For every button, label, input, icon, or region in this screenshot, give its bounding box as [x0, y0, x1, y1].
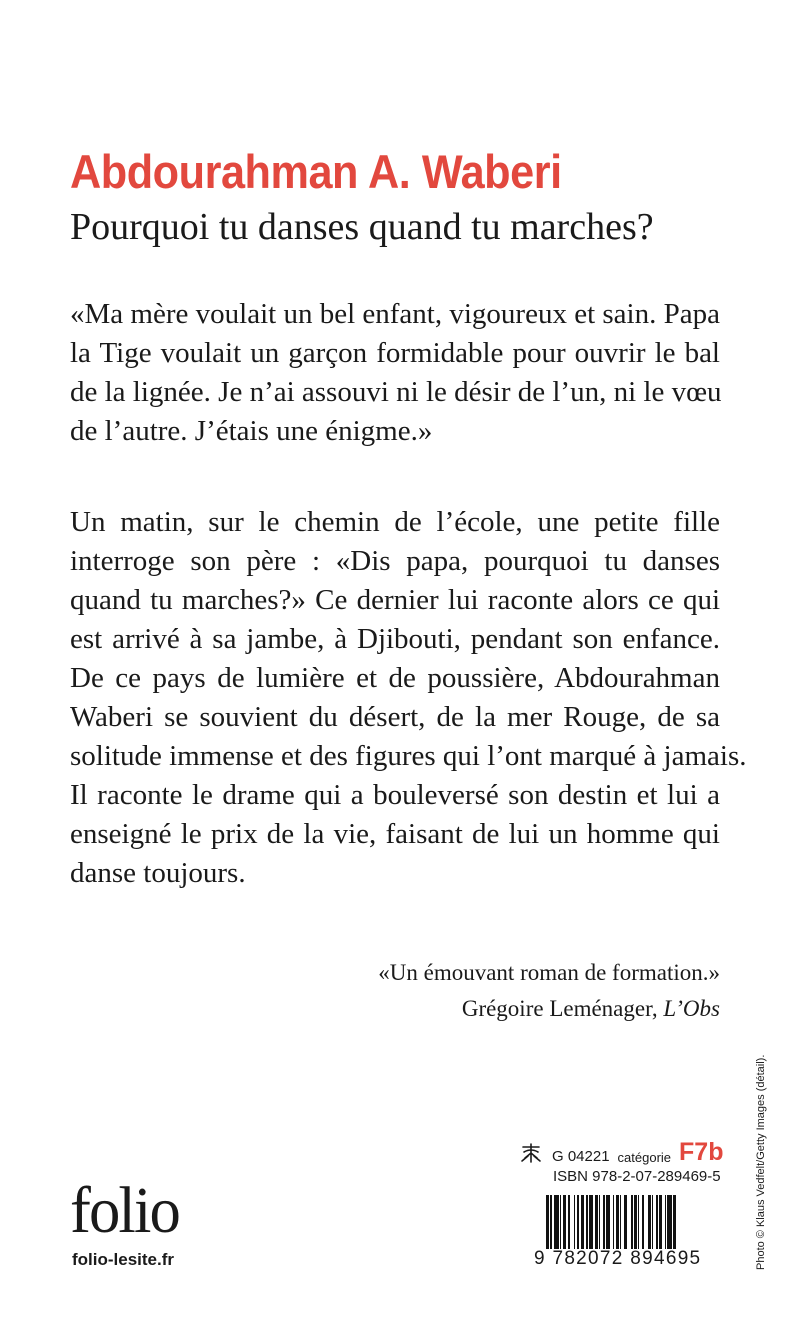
product-code-row — [520, 1140, 723, 1165]
summary-line: De ce pays de lumière et de poussière, Abdourahman — [70, 662, 720, 694]
excerpt-line: de l’autre. J’étais une énigme.» — [70, 415, 433, 447]
excerpt-line: «Ma mère voulait un bel enfant, vigoureux et sain. Papa — [70, 298, 720, 330]
summary-line: solitude immense et des figures qui l’ont marqué à jamais. — [70, 740, 747, 772]
reviewer-name: Grégoire Leménager, — [461, 996, 658, 1021]
product-code: G 04221 — [552, 1148, 610, 1165]
ean-number: 9 782072 894695 — [534, 1248, 702, 1269]
review-attribution — [378, 991, 720, 1027]
summary-line: Un matin, sur le chemin de l’école, une petite fille — [70, 506, 720, 538]
summary-line: danse toujours. — [70, 857, 246, 889]
review-quote — [378, 955, 720, 1027]
excerpt-line: la Tige voulait un garçon formidable pour ouvrir le bal — [70, 337, 720, 369]
excerpt-line: de la lignée. Je n’ai assouvi ni le désir de l’un, ni le vœu — [70, 376, 722, 408]
folio-logo: folio — [70, 1174, 179, 1247]
isbn: ISBN 978-2-07-289469-5 — [553, 1168, 721, 1185]
review-text: «Un émouvant roman de formation.» — [378, 960, 720, 985]
summary-line: enseigné le prix de la vie, faisant de lui un homme qui — [70, 818, 720, 850]
publisher-website[interactable]: folio-lesite.fr — [72, 1250, 175, 1269]
book-title: Pourquoi tu danses quand tu marches? — [70, 206, 654, 248]
barcode — [546, 1195, 722, 1249]
category-label: catégorie — [617, 1150, 672, 1165]
summary-line: Il raconte le drame qui a bouleversé son destin et lui a — [70, 779, 720, 811]
folio-emblem-icon — [520, 1143, 542, 1163]
photo-credit: Photo © Klaus Vedfelt/Getty Images (détail). — [755, 1054, 767, 1270]
summary-line: quand tu marches?» Ce dernier lui raconte alors ce qui — [70, 584, 720, 616]
summary-paragraph — [70, 503, 747, 893]
summary-line: Waberi se souvient du désert, de la mer Rouge, de sa — [70, 701, 720, 733]
barcode-bar — [676, 1195, 677, 1249]
author-name: Abdourahman A. Waberi — [70, 145, 562, 198]
review-publication: L’Obs — [663, 996, 720, 1021]
category-code: F7b — [679, 1138, 724, 1166]
summary-line: est arrivé à sa jambe, à Djibouti, pendant son enfance. — [70, 623, 720, 655]
excerpt-paragraph — [70, 295, 720, 451]
summary-line: interroge son père : «Dis papa, pourquoi tu danses — [70, 545, 720, 577]
